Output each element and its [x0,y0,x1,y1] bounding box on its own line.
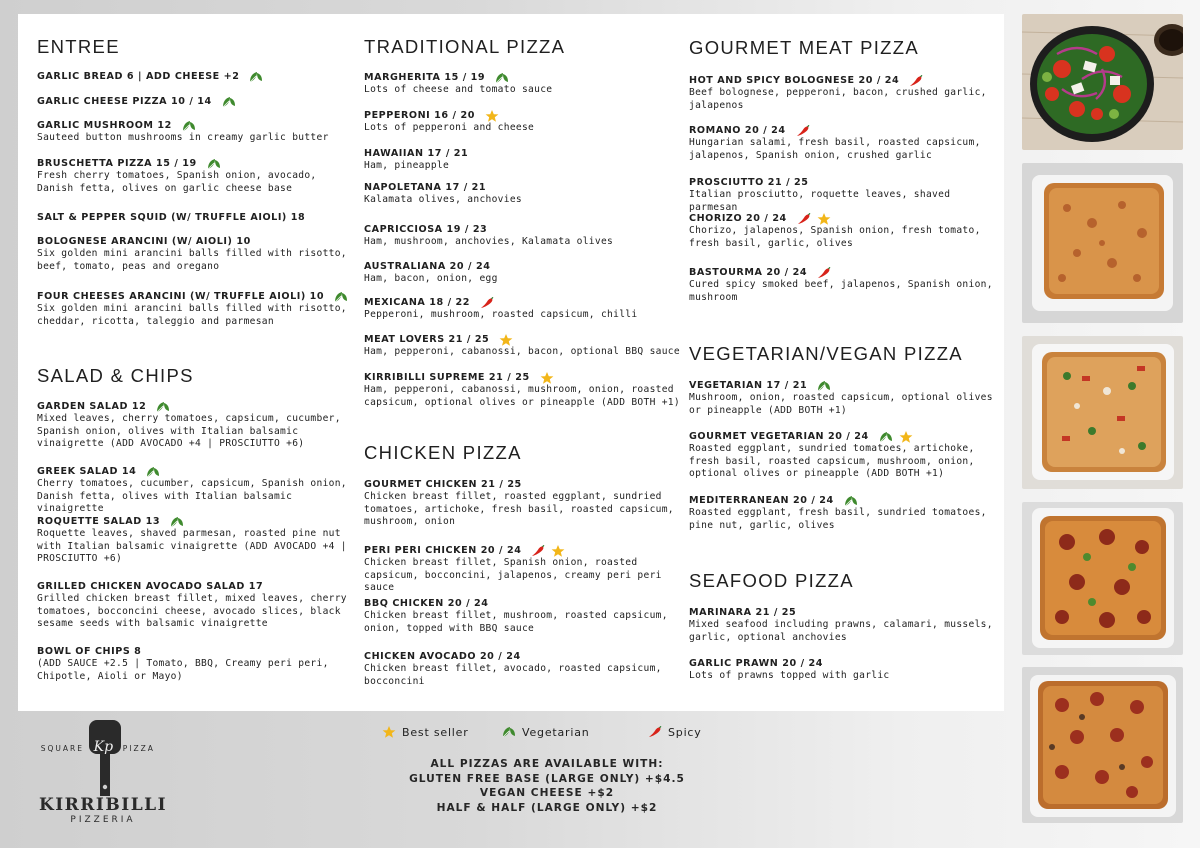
menu-item-name-row [364,260,684,273]
menu-item-description: Ham, mushroom, anchovies, Kalamata olives [364,236,614,247]
menu-item-description: (ADD SAUCE +2.5 | Tomato, BBQ, Creamy peri peri, Chipotle, Aioli or Mayo) [37,658,329,682]
menu-item-name-row [364,371,684,384]
menu-item-description: Six golden mini arancini balls filled with risotto, cheddar, ricotta, taleggio and parmesan [37,303,347,327]
menu-item-description: Lots of prawns topped with garlic [689,670,890,681]
menu-item-name-row [689,494,994,507]
menu-item-name-row [37,290,359,303]
menu-item-name-row [364,650,684,663]
menu-item [364,650,684,688]
leaf-icon [844,495,858,507]
menu-item-name-row [37,645,359,658]
menu-item-name-row [37,119,359,132]
section-title-seafood-pizza: SEAFOOD PIZZA [689,570,854,591]
menu-item [37,580,359,631]
menu-item-name: PROSCIUTTO 21 / 25 [689,177,809,188]
menu-item [37,235,359,273]
menu-item-name: ROQUETTE SALAD 13 [37,516,161,527]
menu-item [689,494,994,532]
menu-item [37,290,359,328]
menu-item-name-row [37,211,359,224]
menu-item-description: Lots of pepperoni and cheese [364,122,535,133]
menu-item-name: BBQ CHICKEN 20 / 24 [364,598,489,609]
menu-item-name-row [689,430,994,443]
menu-item-name: PERI PERI CHICKEN 20 / 24 [364,545,522,556]
menu-item-name: MEXICANA 18 / 22 [364,297,471,308]
menu-item-name: CHICKEN AVOCADO 20 / 24 [364,651,521,662]
menu-item-name: MEAT LOVERS 21 / 25 [364,334,490,345]
menu-item-name-row [364,223,684,236]
menu-item-name-row [364,296,684,309]
chili-icon [480,297,494,309]
menu-item [689,657,994,683]
menu-item-name-row [689,212,994,225]
leaf-icon [502,726,516,738]
star-icon [382,726,396,738]
menu-item-name-row [37,580,359,593]
menu-item-name: BASTOURMA 20 / 24 [689,267,808,278]
menu-item [364,371,684,409]
pizza-peel-icon [36,720,170,800]
menu-item-description: Hungarian salami, fresh basil, roasted capsicum, jalapenos, Spanish onion, crushed garlic [689,137,981,161]
pizza-option-line: GLUTEN FREE BASE (LARGE ONLY) +$4.5 [409,772,685,785]
menu-item-name: GRILLED CHICKEN AVOCADO SALAD 17 [37,581,264,592]
menu-item [37,211,359,224]
chili-icon [796,125,810,137]
menu-item [364,478,684,529]
brand-name: KIRRIBILLI [38,795,168,815]
menu-item-description: Ham, pineapple [364,160,450,171]
menu-item [364,223,684,249]
menu-item-name-row [364,71,684,84]
menu-item [364,544,684,595]
menu-item-name: MARINARA 21 / 25 [689,607,797,618]
legend-best-seller-label: Best seller [402,725,469,739]
menu-item-name: KIRRIBILLI SUPREME 21 / 25 [364,372,530,383]
menu-item-name-row [364,597,684,610]
menu-item [689,379,994,417]
menu-item-description: Roasted eggplant, sundried tomatoes, artichoke, fresh basil, roasted capsicum, mushroom, onion, optional olives or pineapple (ADD BOTH +1) [689,443,975,480]
star-icon [817,213,831,225]
photo-square-pizza-4 [1022,667,1183,823]
legend-spicy-label: Spicy [668,725,702,739]
leaf-icon [156,401,170,413]
menu-item-name-row [37,157,359,170]
leaf-icon [182,120,196,132]
menu-item [364,147,684,173]
menu-item-name-row [37,515,359,528]
star-icon [499,334,513,346]
menu-item [364,296,684,322]
menu-item [37,95,359,108]
menu-item-name-row [37,235,359,248]
photo-square-pizza-1 [1022,163,1183,323]
star-icon [551,545,565,557]
menu-item-name-row [364,181,684,194]
menu-item-name-row [364,109,684,122]
menu-item [364,109,684,135]
chili-icon [648,726,662,738]
section-title-vegetarian-pizza: VEGETARIAN/VEGAN PIZZA [689,343,963,364]
menu-item [37,119,359,145]
menu-item-name-row [37,95,359,108]
legend-best-seller [382,722,469,742]
menu-item-description: Roquette leaves, shaved parmesan, roasted pine nut with Italian balsamic vinaigrette (ADD AVOCADO +4 | PROSCIUTTO +6) [37,528,347,565]
menu-item-description: Six golden mini arancini balls filled with risotto, beef, tomato, peas and oregano [37,248,347,272]
menu-item-description: Pepperoni, mushroom, roasted capsicum, chilli [364,309,638,320]
menu-item-name: CAPRICCIOSA 19 / 23 [364,224,488,235]
menu-item-description: Sauteed button mushrooms in creamy garlic butter [37,132,329,143]
menu-item-name-row [364,333,684,346]
menu-item-name: FOUR CHEESES ARANCINI (W/ TRUFFLE AIOLI) 10 [37,291,325,302]
section-title-gourmet-meat-pizza: GOURMET MEAT PIZZA [689,37,919,58]
menu-item-description: Mixed seafood including prawns, calamari, mussels, garlic, optional anchovies [689,619,993,643]
menu-item-description: Cherry tomatoes, cucumber, capsicum, Spanish onion, Danish fetta, olives with Italian balsamic vinaigrette [37,478,347,515]
brand-tag-left: SQUARE [40,744,84,753]
legend-vegetarian [502,722,590,742]
menu-item-name: MARGHERITA 15 / 19 [364,72,486,83]
menu-item-description: Kalamata olives, anchovies [364,194,522,205]
menu-item [689,176,994,214]
menu-item-name: GREEK SALAD 14 [37,466,137,477]
leaf-icon [817,380,831,392]
menu-panel [18,14,1004,711]
brand-monogram: Kp [93,739,114,755]
pizza-options [372,757,722,815]
menu-item [689,74,994,112]
menu-item-description: Ham, pepperoni, cabanossi, bacon, optional BBQ sauce [364,346,680,357]
menu-item-description: Mixed leaves, cherry tomatoes, capsicum, cucumber, Spanish onion, olives with Italian balsamic vinaigrette (ADD AVOCADO +4 | PROSCIUTTO +6) [37,413,341,450]
menu-item [364,71,684,97]
menu-item [37,70,359,83]
menu-item-name-row [364,478,684,491]
menu-item-name-row [689,74,994,87]
photo-square-pizza-2 [1022,336,1183,489]
brand-subtitle: PIZZERIA [70,815,136,825]
menu-item-name-row [37,70,359,83]
menu-item-name: NAPOLETANA 17 / 21 [364,182,487,193]
menu-item [37,465,359,516]
leaf-icon [146,466,160,478]
menu-item-description: Cured spicy smoked beef, jalapenos, Spanish onion, mushroom [689,279,993,303]
pizza-options-heading: ALL PIZZAS ARE AVAILABLE WITH: [430,758,664,770]
menu-item-name-row [364,544,684,557]
menu-item-name: HOT AND SPICY BOLOGNESE 20 / 24 [689,75,900,86]
menu-item-name: GOURMET CHICKEN 21 / 25 [364,479,522,490]
menu-item-description: Chicken breast fillet, Spanish onion, roasted capsicum, bocconcini, jalapenos, creamy peri peri sauce [364,557,662,594]
menu-item-description: Roasted eggplant, fresh basil, sundried tomatoes, pine nut, garlic, olives [689,507,987,531]
menu-item-description: Italian prosciutto, roquette leaves, shaved parmesan [689,189,951,213]
legend-vegetarian-label: Vegetarian [522,725,590,739]
section-title-salad-chips: SALAD & CHIPS [37,365,194,386]
menu-item-name-row [37,465,359,478]
menu-item-description: Chicken breast fillet, roasted eggplant, sundried tomatoes, artichoke, fresh basil, roasted capsicum, mushroom, onion [364,491,674,528]
menu-item-name-row [689,124,994,137]
menu-item-name-row [689,379,994,392]
menu-item [364,181,684,207]
menu-item-name: HAWAIIAN 17 / 21 [364,148,469,159]
star-icon [540,372,554,384]
brand-tag-right: PIZZA [122,744,155,753]
legend-spicy [648,722,702,742]
menu-item-name-row [689,657,994,670]
leaf-icon [495,72,509,84]
menu-item [689,266,994,304]
menu-item-name: PEPPERONI 16 / 20 [364,110,475,121]
menu-item-name: GARDEN SALAD 12 [37,401,147,412]
menu-item-name: GARLIC CHEESE PIZZA 10 / 14 [37,96,212,107]
pizza-option-line: VEGAN CHEESE +$2 [479,787,615,799]
section-title-chicken-pizza: CHICKEN PIZZA [364,442,522,463]
brand-tagline [36,739,170,755]
menu-item-description: Fresh cherry tomatoes, Spanish onion, avocado, Danish fetta, olives on garlic cheese base [37,170,317,194]
menu-item-name: GOURMET VEGETARIAN 20 / 24 [689,431,869,442]
leaf-icon [879,431,893,443]
menu-item [37,515,359,566]
menu-item-description: Ham, bacon, onion, egg [364,273,498,284]
star-icon [899,431,913,443]
menu-item [37,157,359,195]
menu-item [37,645,359,683]
menu-item-name: BOWL OF CHIPS 8 [37,646,142,657]
menu-item [37,400,359,451]
menu-item-name: GARLIC MUSHROOM 12 [37,120,172,131]
menu-item-description: Mushroom, onion, roasted capsicum, optional olives or pineapple (ADD BOTH +1) [689,392,993,416]
menu-item-description: Grilled chicken breast fillet, mixed leaves, cherry tomatoes, bocconcini cheese, avocado slices, black sesame seeds with balsamic vinaigrette [37,593,347,630]
menu-item-description: Chorizo, jalapenos, Spanish onion, fresh tomato, fresh basil, garlic, olives [689,225,981,249]
star-icon [485,110,499,122]
menu-item [689,212,994,250]
menu-item-description: Ham, pepperoni, cabanossi, mushroom, onion, roasted capsicum, optional olives or pineapple (ADD BOTH +1) [364,384,680,408]
chili-icon [797,213,811,225]
menu-item-name: AUSTRALIANA 20 / 24 [364,261,491,272]
leaf-icon [249,71,263,83]
menu-item [364,597,684,635]
menu-item-description: Chicken breast fillet, mushroom, roasted capsicum, onion, topped with BBQ sauce [364,610,668,634]
leaf-icon [207,158,221,170]
menu-item [364,333,684,359]
menu-item-name-row [37,400,359,413]
menu-item-name: SALT & PEPPER SQUID (W/ TRUFFLE AIOLI) 18 [37,212,306,223]
menu-item-name: GARLIC BREAD 6 | ADD CHEESE +2 [37,71,240,82]
leaf-icon [170,516,184,528]
menu-item [689,124,994,162]
menu-item-name: ROMANO 20 / 24 [689,125,786,136]
menu-item-name: BRUSCHETTA PIZZA 15 / 19 [37,158,197,169]
photo-greek-salad [1022,14,1183,150]
pizza-option-line: HALF & HALF (LARGE ONLY) +$2 [436,801,658,814]
menu-item-name: MEDITERRANEAN 20 / 24 [689,495,834,506]
menu-item-name-row [689,266,994,279]
menu-item-name: VEGETARIAN 17 / 21 [689,380,808,391]
leaf-icon [222,96,236,108]
menu-item-name-row [689,176,994,189]
menu-item [689,606,994,644]
section-title-entree: ENTREE [37,36,120,57]
menu-item-name-row [689,606,994,619]
chili-icon [817,267,831,279]
menu-item-description: Beef bolognese, pepperoni, bacon, crushed garlic, jalapenos [689,87,987,111]
menu-item-description: Chicken breast fillet, avocado, roasted capsicum, bocconcini [364,663,662,687]
menu-item-name-row [364,147,684,160]
chili-icon [531,545,545,557]
menu-item-name: CHORIZO 20 / 24 [689,213,787,224]
menu-item-name: GARLIC PRAWN 20 / 24 [689,658,823,669]
leaf-icon [334,291,348,303]
menu-item-name: BOLOGNESE ARANCINI (W/ AIOLI) 10 [37,236,251,247]
section-title-traditional-pizza: TRADITIONAL PIZZA [364,36,566,57]
menu-item [689,430,994,481]
menu-item [364,260,684,286]
chili-icon [909,75,923,87]
photo-square-pizza-3 [1022,502,1183,655]
menu-item-description: Lots of cheese and tomato sauce [364,84,553,95]
